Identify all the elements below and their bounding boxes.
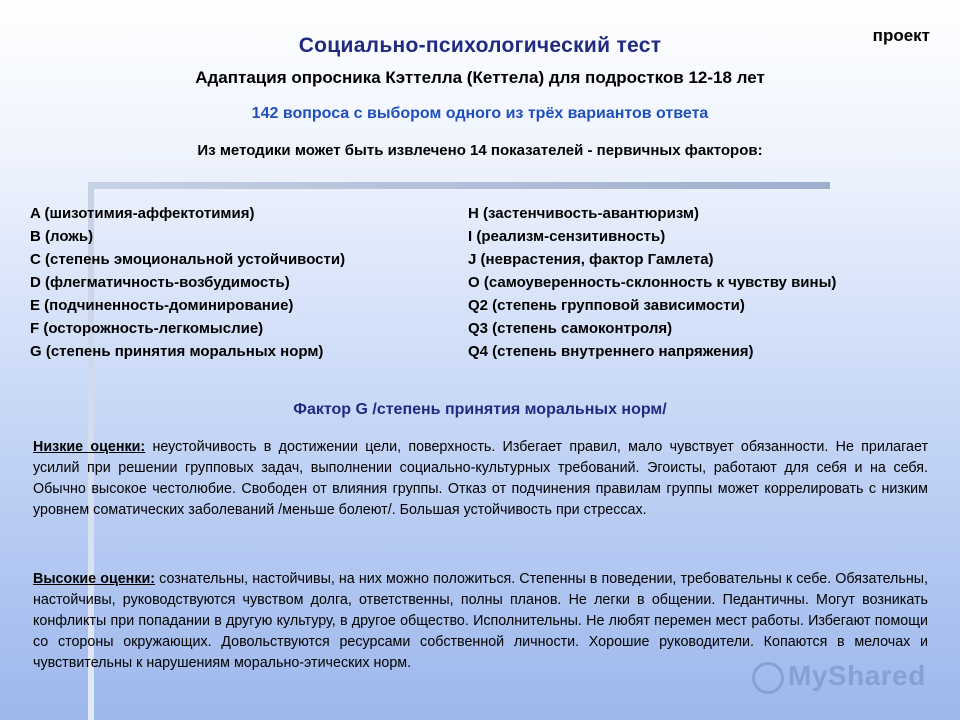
factor-item: Q3 (степень самоконтроля) — [468, 320, 673, 337]
decorative-horizontal-bar — [88, 182, 830, 189]
high-scores-paragraph — [33, 569, 928, 674]
high-scores-label: Высокие оценки: — [33, 571, 156, 587]
factor-item: J (неврастения, фактор Гамлета) — [468, 251, 714, 268]
slide-subtitle: Адаптация опросника Кэттелла (Кеттела) для подростков 12-18 лет — [195, 68, 765, 87]
slide-title: Социально-психологический тест — [298, 34, 662, 57]
factor-g-heading: Фактор G /степень принятия моральных норм/ — [293, 401, 667, 418]
factor-item: E (подчиненность-доминирование) — [30, 297, 294, 314]
factor-item: G (степень принятия моральных норм) — [30, 343, 324, 360]
factor-item: A (шизотимия-аффектотимия) — [30, 205, 255, 222]
factor-item: Q2 (степень групповой зависимости) — [468, 297, 745, 314]
watermark-circle-icon — [752, 662, 784, 694]
factors-list-left — [30, 202, 345, 363]
factor-item: O (самоуверенность-склонность к чувству вины) — [468, 274, 837, 291]
factor-item: D (флегматичность-возбудимость) — [30, 274, 290, 291]
low-scores-text: неустойчивость в достижении цели, поверхность. Избегает правил, мало чувствует обязанности. Не прилагает усилий при решении групповых задач, выполнении социально-культурных требований. Эгоисты, работают для себя и на себя. Обычно высокое честолюбие. Свободен от влияния группы. Отказ от подчинения правилам группы может коррелировать с низким уровнем соматических заболеваний /меньше болеют/. Большая устойчивость при стрессах. — [33, 439, 928, 518]
factors-list-right — [468, 202, 836, 363]
questions-count-line: 142 вопроса с выбором одного из трёх вариантов ответа — [251, 105, 709, 122]
factors-intro: Из методики может быть извлечено 14 показателей - первичных факторов: — [197, 142, 763, 159]
factor-item: F (осторожность-легкомыслие) — [30, 320, 264, 337]
high-scores-text: сознательны, настойчивы, на них можно положиться. Степенны в поведении, требовательны к себе. Обязательны, настойчивы, руководствуются чувством долга, ответственны, полны планов. Не легки в общении. Педантичны. Могут возникать конфликты при попадании в другую культуру, в другое общество. Исполнительны. Не любят перемен мест работы. Избегают помощи со стороны окружающих. Довольствуются ресурсами собственной личности. Хорошие руководители. Копаются в мелочах и чувствительны к нарушениям морально-этических норм. — [33, 571, 928, 671]
factor-item: H (застенчивость-авантюризм) — [468, 205, 699, 222]
factor-item: I (реализм-сензитивность) — [468, 228, 666, 245]
project-label: проект — [872, 26, 930, 45]
watermark-text: MyShared — [788, 660, 926, 691]
low-scores-label: Низкие оценки: — [33, 439, 146, 455]
factor-item: B (ложь) — [30, 228, 94, 245]
factor-item: C (степень эмоциональной устойчивости) — [30, 251, 346, 268]
low-scores-paragraph — [33, 437, 928, 521]
watermark-logo — [752, 660, 926, 694]
factor-item: Q4 (степень внутреннего напряжения) — [468, 343, 754, 360]
